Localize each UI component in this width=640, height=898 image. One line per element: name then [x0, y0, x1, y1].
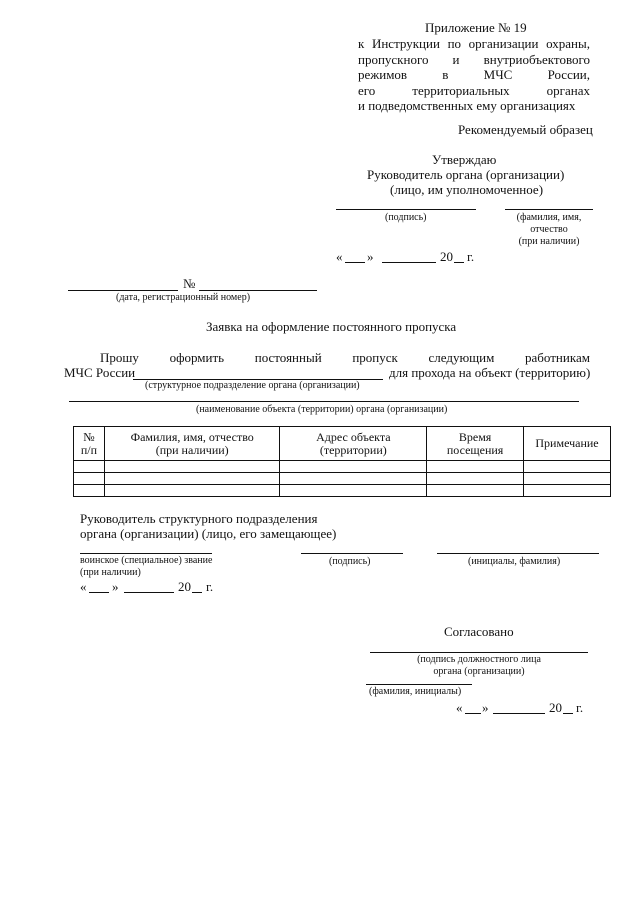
table-cell[interactable] [280, 461, 427, 473]
request-word: Прошу [100, 350, 139, 365]
head-sign-subtitle: органа (организации) (лицо, его замещающее) [80, 526, 337, 541]
employees-table [73, 426, 611, 497]
rank-caption [80, 555, 212, 579]
approver-title: Руководитель органа (организации) [367, 167, 565, 182]
date-quote-open: « [80, 579, 87, 594]
date-quote-close: » [367, 249, 374, 264]
col-number-header: № п/п [74, 427, 105, 461]
official-caption-line: (подпись должностного лица [417, 654, 541, 665]
table-cell[interactable] [524, 473, 611, 485]
date-quote-close: » [112, 579, 119, 594]
day-line[interactable] [89, 592, 109, 593]
approve-label: Утверждаю [432, 152, 497, 167]
request-sentence [100, 350, 590, 366]
table-cell[interactable] [74, 473, 105, 485]
year-prefix: 20 [549, 700, 562, 715]
request-purpose: для прохода на объект (территорию) [389, 365, 591, 380]
official-caption-line: органа (организации) [433, 666, 525, 677]
official-caption [370, 654, 588, 678]
appendix-line: его территориальных органах [358, 82, 590, 98]
official-signature-line[interactable] [370, 652, 588, 653]
approver-name-line[interactable] [505, 209, 593, 210]
number-sign: № [183, 276, 196, 291]
signature-caption: (подпись) [385, 212, 427, 223]
col-time-header: Время посещения [427, 427, 524, 461]
appendix-line: пропускного и внутриобъектового [358, 51, 590, 67]
official-name-caption: (фамилия, инициалы) [369, 686, 462, 697]
official-name-line[interactable] [366, 684, 472, 685]
request-title: Заявка на оформление постоянного пропуска [206, 319, 457, 334]
request-org-prefix: МЧС России [64, 365, 136, 380]
name-caption-line: (фамилия, имя, [516, 212, 582, 223]
col-note-header: Примечание [524, 427, 611, 461]
agreed-title: Согласовано [444, 624, 514, 639]
object-caption: (наименование объекта (территории) органа (организации) [196, 404, 448, 415]
table-cell[interactable] [427, 473, 524, 485]
date-quote-open: « [456, 700, 463, 715]
request-word: оформить [169, 350, 225, 365]
object-name-line[interactable] [69, 401, 579, 402]
year-line[interactable] [563, 713, 573, 714]
date-quote-close: » [482, 700, 489, 715]
request-word: следующим [428, 350, 495, 365]
name-caption-line: отчество [530, 224, 568, 235]
appendix-line: и подведомственных ему организациях [358, 98, 576, 113]
col-address-header: Адрес объекта (территории) [280, 427, 427, 461]
year-line[interactable] [454, 262, 464, 263]
name-caption-line: (при наличии) [518, 236, 580, 247]
year-prefix: 20 [440, 249, 453, 264]
request-word: работникам [525, 350, 590, 365]
table-cell[interactable] [524, 461, 611, 473]
approver-subtitle: (лицо, им уполномоченное) [390, 182, 544, 197]
table-cell[interactable] [280, 473, 427, 485]
month-line[interactable] [124, 592, 174, 593]
table-cell[interactable] [524, 485, 611, 497]
table-cell[interactable] [427, 461, 524, 473]
table-cell[interactable] [74, 485, 105, 497]
name-caption [505, 212, 593, 248]
month-line[interactable] [382, 262, 436, 263]
registration-caption: (дата, регистрационный номер) [116, 292, 251, 303]
col-name-header: Фамилия, имя, отчество (при наличии) [104, 427, 280, 461]
rank-caption-line: (при наличии) [80, 567, 141, 578]
table-cell[interactable] [104, 473, 280, 485]
year-suffix: г. [206, 579, 214, 594]
table-cell[interactable] [104, 485, 280, 497]
head-initials-caption: (инициалы, фамилия) [468, 556, 561, 567]
appendix-reference [358, 36, 590, 114]
request-word: пропуск [352, 350, 398, 365]
reg-number-line[interactable] [199, 290, 317, 291]
table-row [74, 473, 611, 485]
day-line[interactable] [345, 262, 365, 263]
rank-caption-line: воинское (специальное) звание [80, 555, 213, 566]
head-signature-caption: (подпись) [329, 556, 371, 567]
table-cell[interactable] [74, 461, 105, 473]
appendix-line: режимов в МЧС России, [358, 67, 590, 82]
subdivision-caption: (структурное подразделение органа (организации) [145, 380, 360, 391]
rank-line[interactable] [80, 553, 212, 554]
head-initials-line[interactable] [437, 553, 599, 554]
year-suffix: г. [576, 700, 584, 715]
year-line[interactable] [192, 592, 202, 593]
year-suffix: г. [467, 249, 475, 264]
appendix-line: к Инструкции по организации охраны, [358, 36, 590, 51]
date-line[interactable] [68, 290, 178, 291]
table-header-row [74, 427, 611, 461]
table-cell[interactable] [427, 485, 524, 497]
year-prefix: 20 [178, 579, 191, 594]
sample-label: Рекомендуемый образец [458, 122, 593, 137]
table-row [74, 461, 611, 473]
request-word: постоянный [254, 350, 322, 365]
table-row [74, 485, 611, 497]
head-sign-title: Руководитель структурного подразделения [80, 511, 318, 526]
month-line[interactable] [493, 713, 545, 714]
day-line[interactable] [465, 713, 481, 714]
table-cell[interactable] [104, 461, 280, 473]
appendix-title: Приложение № 19 [425, 20, 527, 35]
approver-signature-line[interactable] [336, 209, 476, 210]
table-cell[interactable] [280, 485, 427, 497]
head-signature-line[interactable] [301, 553, 403, 554]
date-quote-open: « [336, 249, 343, 264]
